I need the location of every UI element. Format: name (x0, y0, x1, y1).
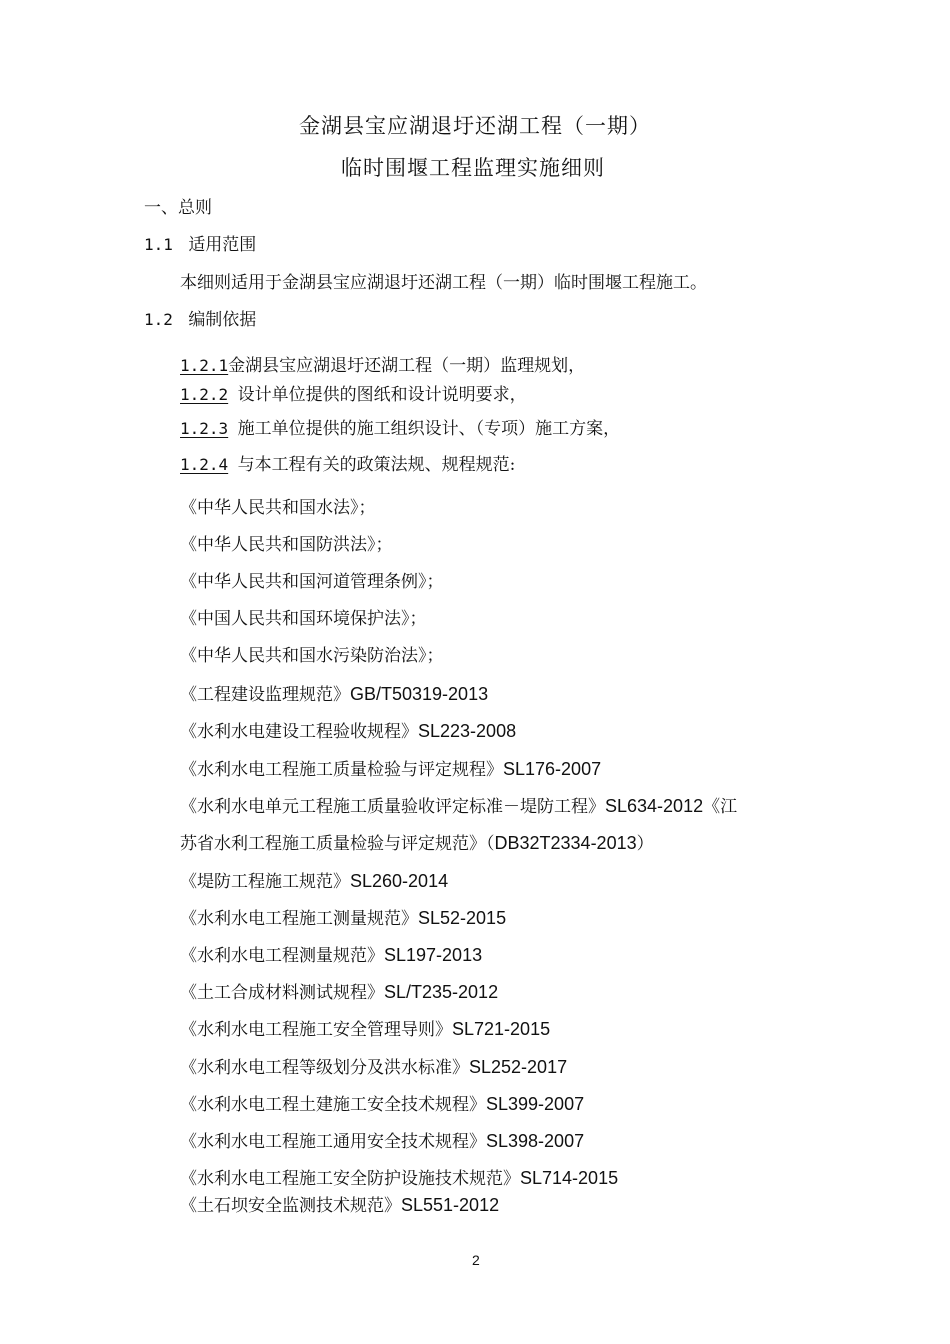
section-title: 编制依据 (188, 310, 257, 330)
law-item (180, 797, 737, 816)
law-code: SL714-2015 (520, 1168, 619, 1188)
law-name: 《土工合成材料测试规程》 (180, 983, 384, 1003)
law-item (180, 1095, 584, 1114)
basis-item (180, 387, 527, 404)
scope-paragraph: 本细则适用于金湖县宝应湖退圩还湖工程（一期）临时围堰工程施工。 (180, 273, 707, 293)
law-item: 《中华人民共和国水法》； (180, 498, 376, 518)
section-number: 1.1 (144, 235, 173, 254)
law-item (180, 834, 654, 853)
law-item (180, 872, 448, 891)
section-title: 适用范围 (188, 235, 257, 255)
law-item (180, 1196, 499, 1215)
law-name: 《水利水电工程施工质量检验与评定规程》 (180, 760, 503, 780)
law-name: 《堤防工程施工规范》 (180, 872, 350, 892)
law-code: SL223-2008 (418, 721, 517, 741)
law-item (180, 685, 488, 704)
basis-item (180, 457, 515, 474)
law-name: 《水利水电单元工程施工质量验收评定标准－堤防工程》 (180, 797, 605, 817)
law-item (180, 1169, 618, 1188)
law-item (180, 760, 601, 779)
basis-text: 与本工程有关的政策法规、规程规范: (237, 455, 516, 475)
basis-number: 1.2.2 (180, 385, 229, 404)
law-code: SL252-2017 (469, 1057, 568, 1077)
law-code: SL52-2015 (418, 908, 507, 928)
law-name: 苏省水利工程施工质量检验与评定规范》（ (180, 834, 495, 854)
title-line-1: 金湖县宝应湖退圩还湖工程（一期） (299, 114, 651, 138)
law-code: SL260-2014 (350, 871, 449, 891)
law-name: 《水利水电工程等级划分及洪水标准》 (180, 1058, 469, 1078)
page-number: 2 (472, 1252, 480, 1268)
basis-item (180, 358, 585, 375)
law-code: SL399-2007 (486, 1094, 585, 1114)
law-name: 《土石坝安全监测技术规范》 (180, 1196, 401, 1216)
law-code: SL634-2012 (605, 796, 704, 816)
law-item: 《中华人民共和国防洪法》； (180, 535, 393, 555)
law-name: 《水利水电工程施工测量规范》 (180, 909, 418, 929)
section-heading-general: 一、总则 (144, 198, 212, 218)
law-code: DB32T2334-2013 (494, 833, 637, 853)
law-name: 《水利水电工程施工安全防护设施技术规范》 (180, 1169, 520, 1189)
law-item (180, 983, 498, 1002)
law-name: 《水利水电工程土建施工安全技术规程》 (180, 1095, 486, 1115)
law-item: 《中华人民共和国河道管理条例》； (180, 572, 444, 592)
section-1-2-heading (144, 312, 256, 329)
basis-number: 1.2.3 (180, 419, 229, 438)
law-code: SL197-2013 (384, 945, 483, 965)
section-number: 1.2 (144, 310, 173, 329)
law-item (180, 946, 482, 965)
law-item (180, 909, 506, 928)
law-tail: 《江 (703, 797, 738, 817)
law-code: SL398-2007 (486, 1131, 585, 1151)
law-name: 《工程建设监理规范》 (180, 685, 350, 705)
law-item (180, 722, 516, 741)
law-name: 《水利水电工程施工通用安全技术规程》 (180, 1132, 486, 1152)
law-item: 《中华人民共和国水污染防治法》； (180, 646, 444, 666)
basis-text: 金湖县宝应湖退圩还湖工程（一期）监理规划， (228, 356, 586, 376)
basis-number: 1.2.4 (180, 455, 229, 474)
basis-item (180, 421, 620, 438)
law-item: 《中国人民共和国环境保护法》； (180, 609, 427, 629)
law-name: 《水利水电工程施工安全管理导则》 (180, 1020, 452, 1040)
basis-number: 1.2.1 (180, 356, 229, 375)
basis-text: 施工单位提供的施工组织设计、（专项）施工方案， (237, 419, 621, 439)
basis-text: 设计单位提供的图纸和设计说明要求， (237, 385, 527, 405)
law-code: SL176-2007 (503, 759, 602, 779)
law-name: 《水利水电建设工程验收规程》 (180, 722, 418, 742)
section-1-1-heading (144, 237, 256, 254)
law-item (180, 1058, 567, 1077)
law-code: SL721-2015 (452, 1019, 551, 1039)
law-item (180, 1020, 550, 1039)
law-code: SL551-2012 (401, 1195, 500, 1215)
law-item (180, 1132, 584, 1151)
law-name: 《水利水电工程测量规范》 (180, 946, 384, 966)
law-tail: ） (636, 834, 654, 854)
law-code: SL/T235-2012 (384, 982, 499, 1002)
title-line-2: 临时围堰工程监理实施细则 (341, 156, 605, 180)
law-code: GB/T50319-2013 (350, 684, 489, 704)
